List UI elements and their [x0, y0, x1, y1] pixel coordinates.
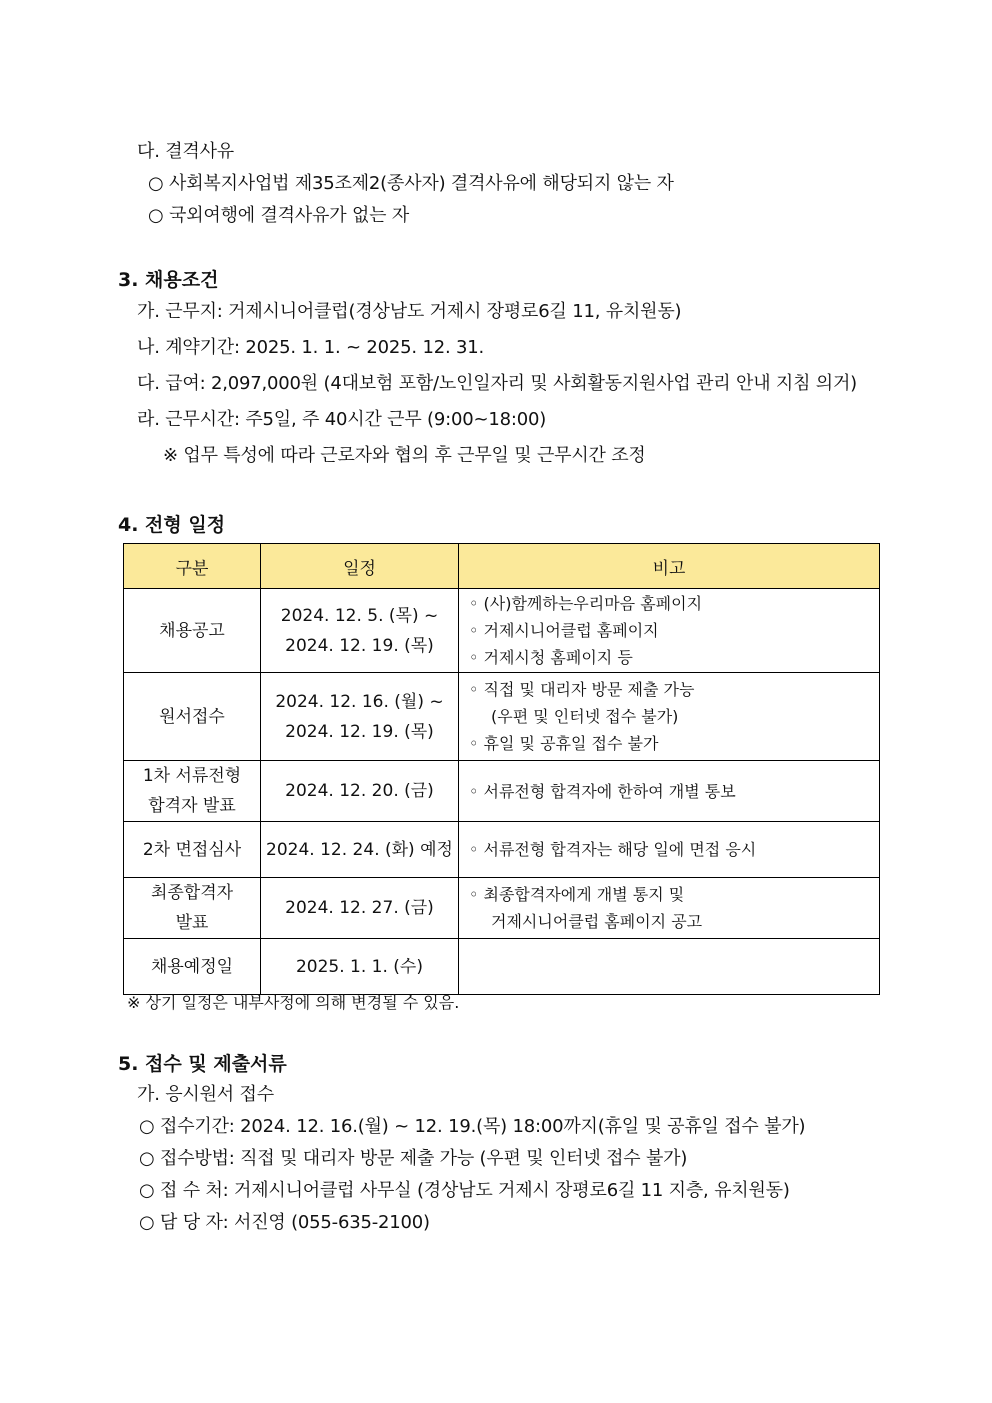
- disqualification-subheading: 다. 결격사유: [137, 141, 234, 162]
- remark-line: ◦ 거제시니어클럽 홈페이지: [469, 621, 659, 640]
- application-period: ○ 접수기간: 2024. 12. 16.(월) ~ 12. 19.(목) 18:00까지(휴일 및 공휴일 접수 불가): [139, 1116, 806, 1137]
- row-category: [124, 673, 261, 761]
- remark-line: 거제시니어클럽 홈페이지 공고: [491, 912, 703, 931]
- table-row: [124, 673, 880, 761]
- category-line: 채용예정일: [150, 956, 234, 977]
- row-category: [124, 822, 261, 878]
- table-header-row: [124, 544, 880, 589]
- selection-schedule-table: [123, 543, 880, 995]
- table-row: [124, 589, 880, 673]
- row-remarks: [459, 939, 880, 995]
- row-category: [124, 761, 261, 822]
- header-remarks: 비고: [459, 544, 880, 589]
- row-schedule: [261, 878, 459, 939]
- row-schedule: [261, 939, 459, 995]
- section-3-title: 3. 채용조건: [118, 269, 219, 291]
- row-schedule: [261, 589, 459, 673]
- row-category: [124, 939, 261, 995]
- application-contact: ○ 담 당 자: 서진영 (055-635-2100): [139, 1212, 430, 1233]
- category-line: 원서접수: [159, 706, 225, 727]
- table-row: [124, 761, 880, 822]
- row-category: [124, 589, 261, 673]
- row-remarks: [459, 761, 880, 822]
- category-line: 1차 서류전형: [142, 766, 242, 786]
- schedule-line: 2025. 1. 1. (수): [295, 956, 423, 977]
- schedule-line: 2024. 12. 16. (월) ~: [275, 691, 444, 712]
- schedule-note: ※ 상기 일정은 내부사정에 의해 변경될 수 있음.: [127, 993, 460, 1012]
- condition-working-hours: 라. 근무시간: 주5일, 주 40시간 근무 (9:00~18:00): [137, 409, 547, 430]
- application-subheading: 가. 응시원서 접수: [137, 1084, 274, 1105]
- condition-salary: 다. 급여: 2,097,000원 (4대보험 포함/노인일자리 및 사회활동지원사업 관리 안내 지침 의거): [137, 373, 857, 394]
- remark-line: ◦ 최종합격자에게 개별 통지 및: [469, 885, 685, 904]
- disqualification-item-1: ○ 사회복지사업법 제35조제2(종사자) 결격사유에 해당되지 않는 자: [148, 173, 674, 194]
- remark-line: ◦ 서류전형 합격자에 한하여 개별 통보: [469, 781, 736, 801]
- section-4-title: 4. 전형 일정: [118, 514, 226, 536]
- table-row: [124, 878, 880, 939]
- row-category: [124, 878, 261, 939]
- schedule-line: 2024. 12. 24. (화) 예정: [266, 839, 453, 860]
- remark-line: ◦ 거제시청 홈페이지 등: [469, 648, 633, 667]
- condition-note: ※ 업무 특성에 따라 근로자와 협의 후 근무일 및 근무시간 조정: [163, 445, 646, 466]
- category-line: 최종합격자: [150, 883, 234, 903]
- schedule-line: 2024. 12. 27. (금): [285, 898, 434, 918]
- condition-workplace: 가. 근무지: 거제시니어클럽(경상남도 거제시 장평로6길 11, 유치원동): [137, 301, 682, 322]
- schedule-line: 2024. 12. 19. (목): [285, 721, 434, 742]
- schedule-line: 2024. 12. 5. (목) ~: [280, 605, 439, 626]
- section-5-title: 5. 접수 및 제출서류: [118, 1053, 287, 1075]
- remark-line: (우편 및 인터넷 접수 불가): [491, 707, 679, 726]
- table-row: [124, 822, 880, 878]
- table-row: [124, 939, 880, 995]
- row-schedule: [261, 761, 459, 822]
- condition-contract-period: 나. 계약기간: 2025. 1. 1. ~ 2025. 12. 31.: [137, 337, 485, 358]
- row-remarks: [459, 673, 880, 761]
- row-schedule: [261, 673, 459, 761]
- row-remarks: [459, 822, 880, 878]
- header-schedule: 일정: [261, 544, 459, 589]
- remark-line: ◦ 휴일 및 공휴일 접수 불가: [469, 734, 659, 753]
- application-place: ○ 접 수 처: 거제시니어클럽 사무실 (경상남도 거제시 장평로6길 11 지층, 유치원동): [139, 1180, 790, 1201]
- row-schedule: [261, 822, 459, 878]
- remark-line: ◦ 직접 및 대리자 방문 제출 가능: [469, 680, 695, 699]
- header-category: 구분: [124, 544, 261, 589]
- category-line: 합격자 발표: [148, 796, 236, 816]
- schedule-line: 2024. 12. 20. (금): [285, 781, 434, 801]
- schedule-line: 2024. 12. 19. (목): [285, 635, 434, 656]
- application-method: ○ 접수방법: 직접 및 대리자 방문 제출 가능 (우편 및 인터넷 접수 불가): [139, 1148, 688, 1169]
- category-line: 2차 면접심사: [142, 839, 242, 860]
- category-line: 발표: [175, 913, 209, 933]
- remark-line: ◦ 서류전형 합격자는 해당 일에 면접 응시: [469, 840, 757, 859]
- row-remarks: [459, 589, 880, 673]
- category-line: 채용공고: [159, 620, 225, 641]
- remark-line: ◦ (사)함께하는우리마음 홈페이지: [469, 594, 703, 613]
- row-remarks: [459, 878, 880, 939]
- disqualification-item-2: ○ 국외여행에 결격사유가 없는 자: [148, 205, 410, 226]
